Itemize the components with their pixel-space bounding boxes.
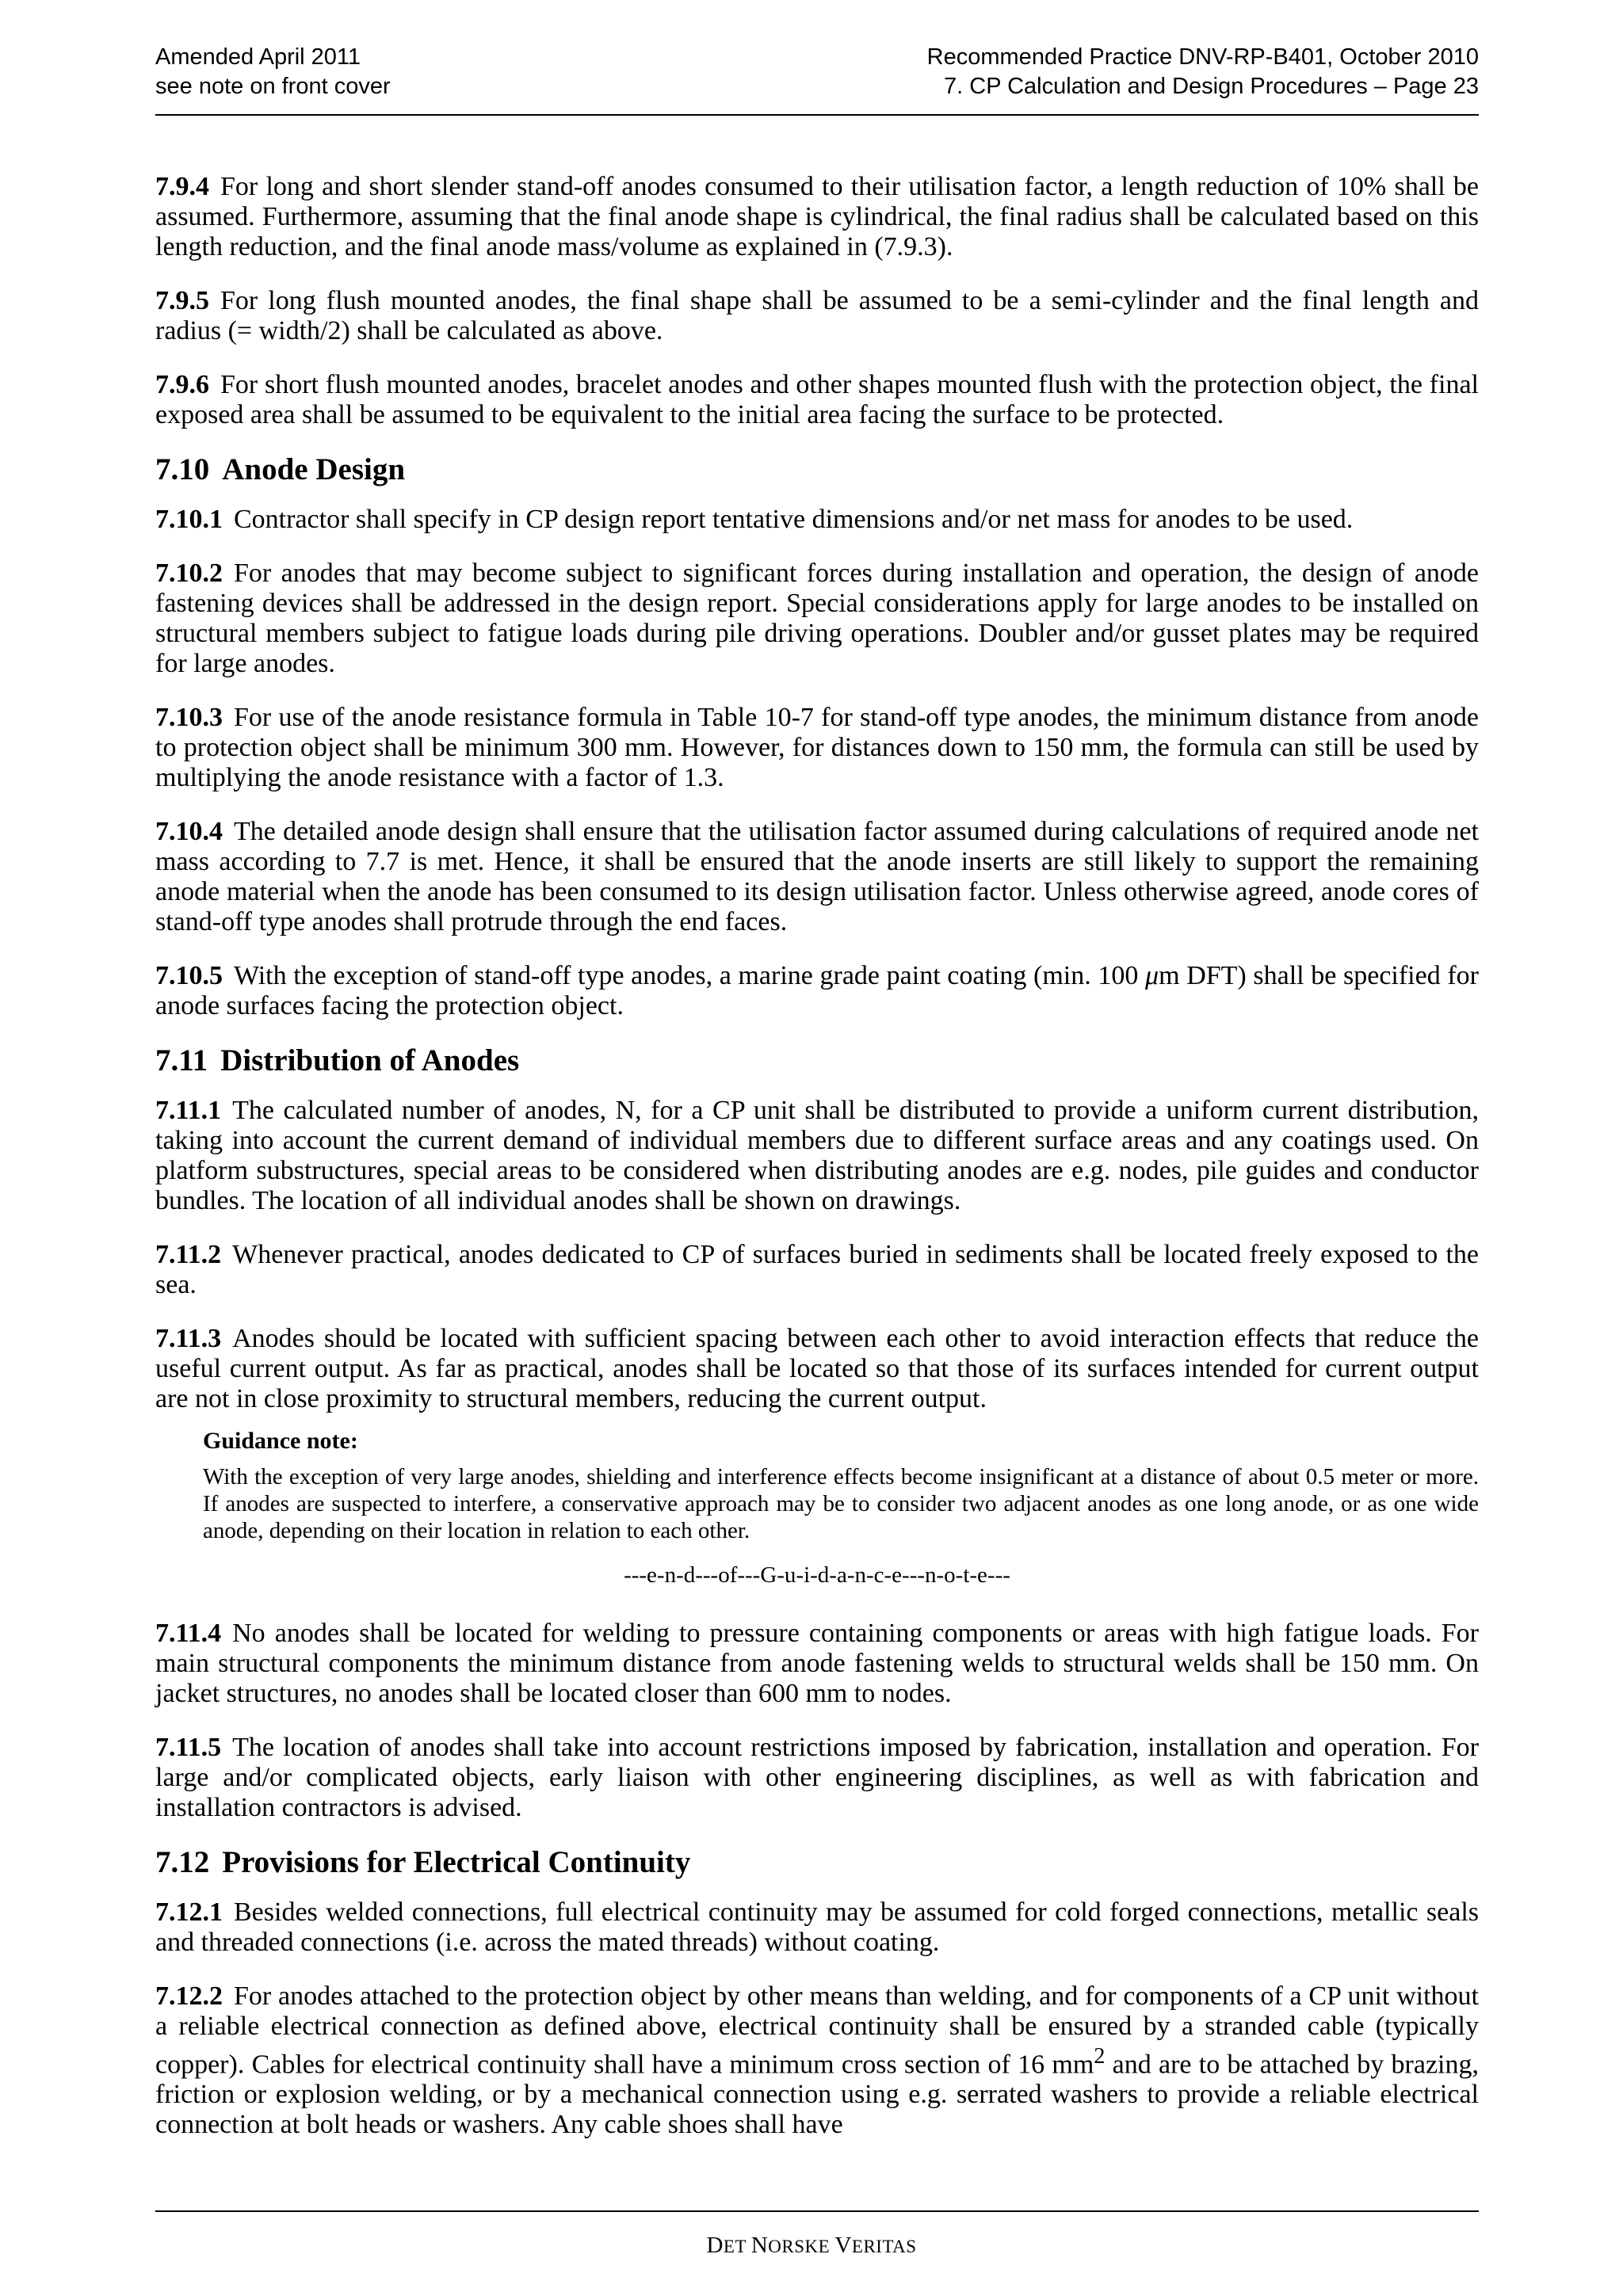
footer-letter: N <box>750 2233 769 2258</box>
paragraph-text: For use of the anode resistance formula in Table 10-7 for stand-off type anodes, the minimum distance from anode to protection object shall be minimum 300 mm. However, for distances down to 150 mm, the formula can still be used by multiplying the anode resistance with a factor of 1.3. <box>155 703 1479 792</box>
footer-rule <box>155 2210 1479 2212</box>
paragraph-number: 7.10.4 <box>155 817 223 846</box>
header-rule <box>155 114 1479 116</box>
header-chapter-page: 7. CP Calculation and Design Procedures – Page 23 <box>944 74 1479 99</box>
section-heading-7-10 <box>155 452 1479 487</box>
section-heading-7-12 <box>155 1845 1479 1880</box>
section-number: 7.11 <box>155 1043 208 1077</box>
paragraph-number: 7.10.3 <box>155 703 223 732</box>
page-header <box>155 43 1479 116</box>
paragraph-number: 7.12.1 <box>155 1897 223 1927</box>
paragraph-text: For short flush mounted anodes, bracelet anodes and other shapes mounted flush with the protection object, the final exposed area shall be assumed to be equivalent to the initial area facing the surface to be protected. <box>155 370 1479 429</box>
guidance-note-title: Guidance note: <box>203 1428 358 1454</box>
paragraph-7-10-3 <box>155 703 1479 793</box>
section-number: 7.12 <box>155 1845 210 1879</box>
document-body <box>155 172 1479 2164</box>
header-document-title: Recommended Practice DNV-RP-B401, October 2010 <box>926 44 1479 70</box>
paragraph-number: 7.9.6 <box>155 370 209 399</box>
section-number: 7.10 <box>155 452 210 486</box>
header-note: see note on front cover <box>155 74 391 99</box>
paragraph-number: 7.11.5 <box>155 1733 222 1762</box>
paragraph-text: The detailed anode design shall ensure that the utilisation factor assumed during calculations of required anode net mass according to 7.7 is met. Hence, it shall be ensured that the anode inserts are still likely to support the remaining anode material when the anode has been consumed to its design utilisation factor. Unless otherwise agreed, anode cores of stand-off type anodes shall protrude through the end faces. <box>155 817 1479 936</box>
guidance-note-end: ---e-n-d---of---G-u-i-d-a-n-c-e---n-o-t-e--- <box>624 1562 1010 1588</box>
paragraph-7-9-5 <box>155 286 1479 346</box>
paragraph-number: 7.10.1 <box>155 505 223 534</box>
paragraph-7-11-3 <box>155 1324 1479 1414</box>
paragraph-7-12-1 <box>155 1897 1479 1958</box>
paragraph-text: Whenever practical, anodes dedicated to CP of surfaces buried in sediments shall be located freely exposed to the sea. <box>155 1240 1479 1299</box>
paragraph-number: 7.12.2 <box>155 1981 223 2011</box>
paragraph-7-9-6 <box>155 370 1479 430</box>
paragraph-text: Besides welded connections, full electrical continuity may be assumed for cold forged connections, metallic seals and threaded connections (i.e. across the mated threads) without coating. <box>155 1897 1479 1957</box>
paragraph-text-b: and are to be attached by brazing, friction or explosion welding, or by a mechanical connection using e.g. serrated washers to provide a reliable electrical connection at bolt heads or washers. Any cable shoes shall have <box>155 2050 1479 2140</box>
paragraph-text-a: With the exception of stand-off type anodes, a marine grade paint coating (min. 100 <box>234 961 1146 990</box>
paragraph-number: 7.9.5 <box>155 286 209 315</box>
paragraph-number: 7.10.2 <box>155 559 223 588</box>
paragraph-7-9-4 <box>155 172 1479 262</box>
paragraph-number: 7.11.3 <box>155 1324 222 1353</box>
paragraph-text-a: For anodes attached to the protection object by other means than welding, and for components of a CP unit without a reliable electrical connection as defined above, electrical continuity shall be ensured by a stranded cable (typically copper). Cables for electrical continuity shall have a minimum cross section of 16 mm <box>155 1981 1479 2080</box>
paragraph-text: The calculated number of anodes, N, for a CP unit shall be distributed to provide a uniform current distribution, taking into account the current demand of individual members due to different surface areas and any coatings used. On platform substructures, special areas to be considered when distributing anodes are e.g. nodes, pile guides and conductor bundles. The location of all individual anodes shall be shown on drawings. <box>155 1096 1479 1215</box>
footer-smallcaps: ORSKE <box>768 2237 835 2256</box>
paragraph-text-b: m DFT) shall be specified for anode surfaces facing the protection object. <box>155 961 1480 1020</box>
paragraph-7-11-1 <box>155 1096 1479 1216</box>
section-heading-7-11 <box>155 1043 1479 1078</box>
paragraph-text: For anodes that may become subject to significant forces during installation and operation, the design of anode fastening devices shall be addressed in the design report. Special considerations apply for large anodes to be installed on structural members subject to fatigue loads during pile driving operations. Doubler and/or gusset plates may be required for large anodes. <box>155 559 1479 678</box>
paragraph-7-10-4 <box>155 817 1479 937</box>
section-title: Provisions for Electrical Continuity <box>222 1845 691 1879</box>
header-left <box>155 43 391 101</box>
header-right <box>927 43 1479 101</box>
paragraph-text: Anodes should be located with sufficient spacing between each other to avoid interaction effects that reduce the useful current output. As far as practical, anodes shall be located so that those of its surfaces intended for current output are not in close proximity to structural members, reducing the current output. <box>155 1324 1479 1413</box>
header-amended: Amended April 2011 <box>155 44 361 70</box>
footer-letter: V <box>834 2233 852 2258</box>
paragraph-text: Contractor shall specify in CP design report tentative dimensions and/or net mass for anodes to be used. <box>234 505 1354 534</box>
footer-letter: D <box>706 2233 724 2258</box>
paragraph-7-11-5 <box>155 1733 1479 1823</box>
paragraph-number: 7.11.2 <box>155 1240 222 1269</box>
footer-smallcaps: ERITAS <box>851 2237 917 2256</box>
paragraph-7-10-2 <box>155 559 1479 679</box>
paragraph-7-12-2 <box>155 1981 1479 2140</box>
paragraph-7-11-2 <box>155 1240 1479 1300</box>
paragraph-number: 7.10.5 <box>155 961 223 990</box>
paragraph-7-11-4 <box>155 1619 1479 1709</box>
paragraph-number: 7.11.1 <box>155 1096 222 1125</box>
page-footer <box>0 2233 1623 2259</box>
paragraph-text: For long and short slender stand-off anodes consumed to their utilisation factor, a length reduction of 10% shall be assumed. Furthermore, assuming that the final anode shape is cylindrical, the final radius shall be calculated based on this length reduction, and the final anode mass/volume as explained in (7.9.3). <box>155 172 1479 261</box>
superscript: 2 <box>1094 2044 1106 2069</box>
guidance-note-text: With the exception of very large anodes, shielding and interference effects become insignificant at a distance of about 0.5 meter or more. If anodes are suspected to interfere, a conservative approach may be to consider two adjacent anodes as one long anode, or as one wide anode, depending on their location in relation to each other. <box>203 1464 1479 1543</box>
section-title: Anode Design <box>222 452 406 486</box>
paragraph-number: 7.11.4 <box>155 1619 222 1648</box>
section-title: Distribution of Anodes <box>220 1043 520 1077</box>
paragraph-7-10-5 <box>155 961 1479 1021</box>
paragraph-number: 7.9.4 <box>155 172 209 201</box>
paragraph-text: The location of anodes shall take into account restrictions imposed by fabrication, installation and operation. For large and/or complicated objects, early liaison with other engineering disciplines, as well as with fabrication and installation contractors is advised. <box>155 1733 1479 1822</box>
micro-symbol: μ <box>1145 961 1159 990</box>
footer-smallcaps: ET <box>723 2237 751 2256</box>
paragraph-text: For long flush mounted anodes, the final shape shall be assumed to be a semi-cylinder and the final length and radius (= width/2) shall be calculated as above. <box>155 286 1479 345</box>
guidance-note <box>203 1427 1479 1589</box>
paragraph-text: No anodes shall be located for welding to pressure containing components or areas with high fatigue loads. For main structural components the minimum distance from anode fastening welds to structural welds shall be 150 mm. On jacket structures, no anodes shall be located closer than 600 mm to nodes. <box>155 1619 1479 1708</box>
paragraph-7-10-1 <box>155 505 1479 535</box>
